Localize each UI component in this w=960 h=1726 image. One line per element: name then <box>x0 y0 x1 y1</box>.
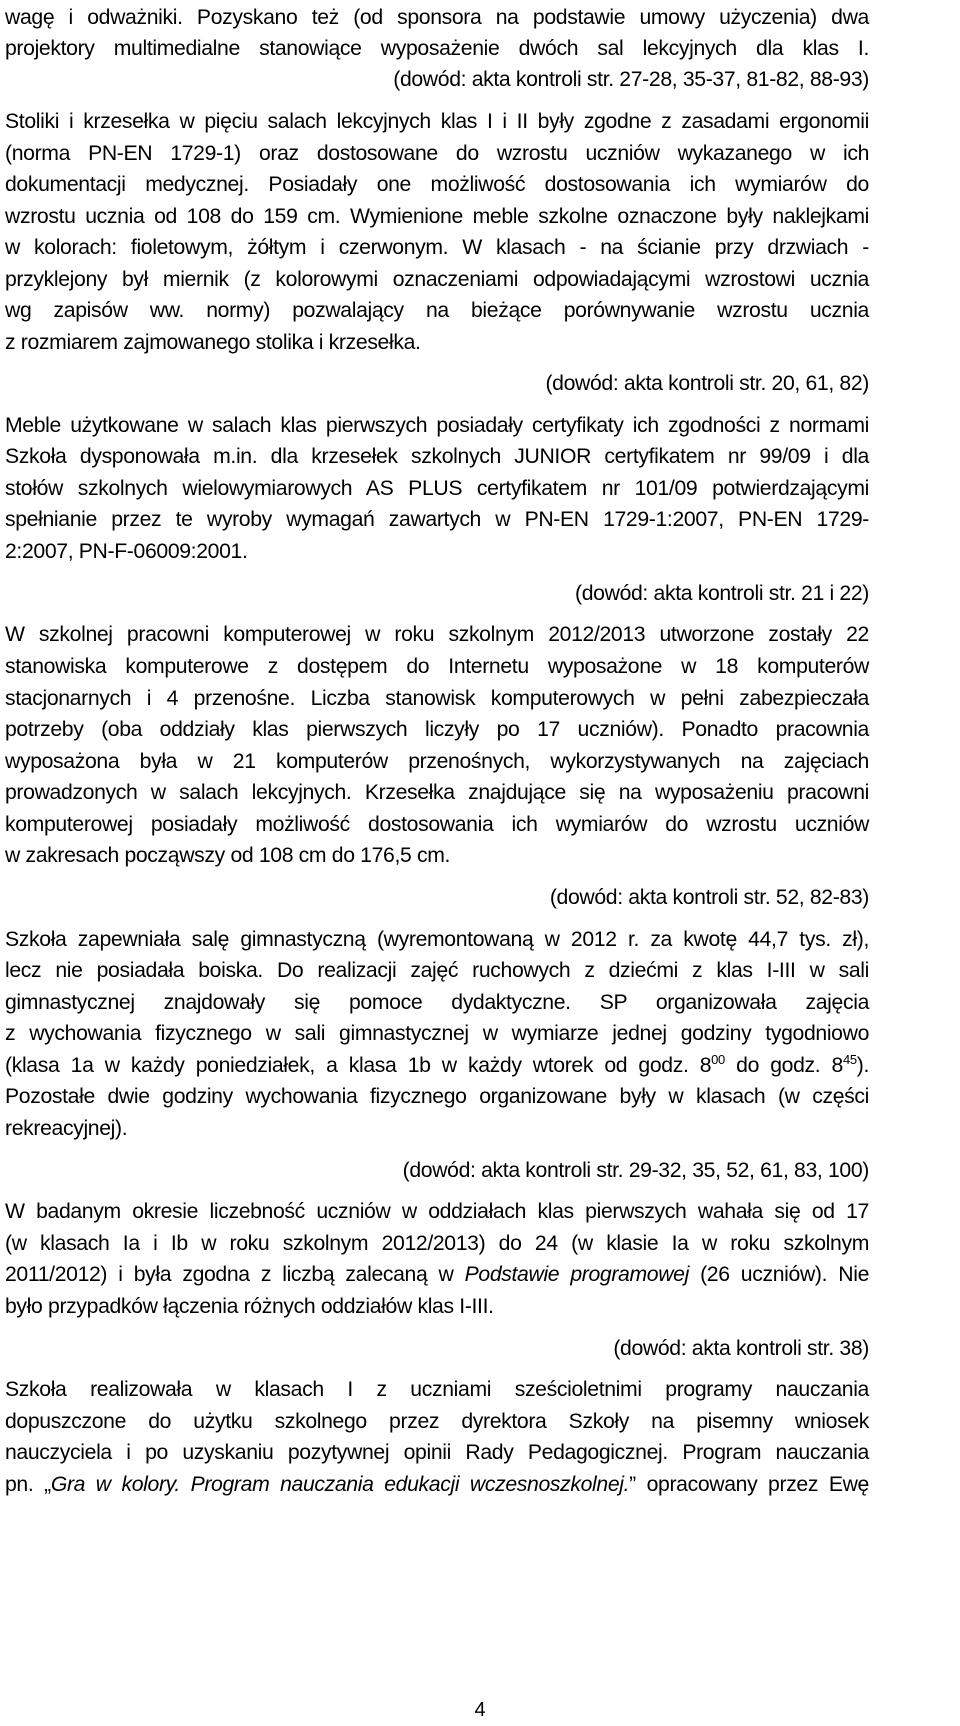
text-line: lecz nie posiadała boiska. Do realizacji zajęć ruchowych z dziećmi z klas I-III w sali <box>5 959 869 982</box>
text-line-with-superscripts <box>5 1048 869 1083</box>
text-line: W szkolnej pracowni komputerowej w roku szkolnym 2012/2013 utworzone zostały 22 <box>5 623 869 646</box>
text-line: Szkoła realizowała w klasach I z uczniami sześcioletnimi programy nauczania <box>5 1378 869 1401</box>
text-line: spełnianie przez te wyroby wymagań zawartych w PN-EN 1729-1:2007, PN-EN 1729- <box>5 508 869 531</box>
text-line: Szkoła dysponowała m.in. dla krzesełek szkolnych JUNIOR certyfikatem nr 99/09 i dla <box>5 445 869 468</box>
text-segment: do godz. 8 <box>724 1054 843 1077</box>
text-line: nauczyciela i po uzyskaniu pozytywnej opinii Rady Pedagogicznej. Program nauczania <box>5 1441 869 1464</box>
text-segment: pn. „ <box>5 1473 51 1496</box>
text-line: Szkoła zapewniała salę gimnastyczną (wyremontowaną w 2012 r. za kwotę 44,7 tys. zł), <box>5 928 869 951</box>
text-line: w kolorach: fioletowym, żółtym i czerwonym. W klasach - na ścianie przy drzwiach - <box>5 236 869 259</box>
text-line: przyklejony był miernik (z kolorowymi oznaczeniami odpowiadającymi wzrostowi ucznia <box>5 268 869 291</box>
text-line: projektory multimedialne stanowiące wyposażenie dwóch sal lekcyjnych dla klas I. <box>5 37 869 60</box>
evidence-reference: (dowód: akta kontroli str. 29-32, 35, 52, 61, 83, 100) <box>402 1159 869 1182</box>
italic-title: Gra w kolory. Program nauczania edukacji wczesnoszkolnej. <box>50 1473 630 1496</box>
text-segment: (26 uczniów). Nie <box>688 1263 870 1286</box>
text-line: z rozmiarem zajmowanego stolika i krzesełka. <box>5 331 421 354</box>
superscript: 45 <box>842 1052 857 1067</box>
text-segment: ). <box>856 1054 869 1077</box>
text-line: Pozostałe dwie godziny wychowania fizycznego organizowane były w klasach (w części <box>5 1085 869 1108</box>
text-segment: (klasa 1a w każdy poniedziałek, a klasa 1b w każdy wtorek od godz. 8 <box>5 1054 712 1077</box>
text-line: gimnastycznej znajdowały się pomoce dydaktyczne. SP organizowała zajęcia <box>5 991 869 1014</box>
text-line-with-italic <box>5 1257 869 1292</box>
evidence-reference: (dowód: akta kontroli str. 21 i 22) <box>575 582 869 605</box>
text-segment: ” opracowany przez Ewę <box>629 1473 869 1496</box>
text-line: potrzeby (oba oddziały klas pierwszych liczyły po 17 uczniów). Ponadto pracownia <box>5 718 869 741</box>
text-line: W badanym okresie liczebność uczniów w oddziałach klas pierwszych wahała się od 17 <box>5 1200 869 1223</box>
text-line: wagę i odważniki. Pozyskano też (od sponsora na podstawie umowy użyczenia) dwa <box>5 6 869 29</box>
text-line: wg zapisów ww. normy) pozwalający na bieżące porównywanie wzrostu ucznia <box>5 299 869 322</box>
text-segment: 2011/2012) i była zgodna z liczbą zalecaną w <box>5 1263 465 1286</box>
text-line-with-italic <box>5 1467 869 1502</box>
text-line: rekreacyjnej). <box>5 1117 128 1140</box>
text-line: wzrostu ucznia od 108 do 159 cm. Wymienione meble szkolne oznaczone były naklejkami <box>5 205 869 228</box>
text-line: komputerowej posiadały możliwość dostosowania ich wymiarów do wzrostu uczniów <box>5 813 869 836</box>
text-line: (w klasach Ia i Ib w roku szkolnym 2012/2013) do 24 (w klasie Ia w roku szkolnym <box>5 1232 869 1255</box>
evidence-reference: (dowód: akta kontroli str. 27-28, 35-37, 81-82, 88-93) <box>393 68 869 91</box>
superscript: 00 <box>711 1052 725 1067</box>
text-line: stacjonarnych i 4 przenośne. Liczba stanowisk komputerowych w pełni zabezpieczała <box>5 687 869 710</box>
text-line: dokumentacji medycznej. Posiadały one możliwość dostosowania ich wymiarów do <box>5 173 869 196</box>
text-line: w zakresach począwszy od 108 cm do 176,5 cm. <box>5 844 451 867</box>
evidence-reference: (dowód: akta kontroli str. 52, 82-83) <box>549 886 869 909</box>
page-number: 4 <box>474 1699 486 1721</box>
text-line: Stoliki i krzesełka w pięciu salach lekcyjnych klas I i II były zgodne z zasadami ergonomii <box>5 110 869 133</box>
text-line: (norma PN-EN 1729-1) oraz dostosowane do wzrostu uczniów wykazanego w ich <box>5 142 869 165</box>
text-line: było przypadków łączenia różnych oddziałów klas I-III. <box>5 1295 494 1318</box>
evidence-reference: (dowód: akta kontroli str. 20, 61, 82) <box>545 372 869 395</box>
text-line: dopuszczone do użytku szkolnego przez dyrektora Szkoły na pisemny wniosek <box>5 1410 869 1433</box>
text-line: prowadzonych w salach lekcyjnych. Krzesełka znajdujące się na wyposażeniu pracowni <box>5 781 869 804</box>
evidence-reference: (dowód: akta kontroli str. 38) <box>613 1337 869 1360</box>
text-line: 2:2007, PN-F-06009:2001. <box>5 540 248 563</box>
text-line: stanowiska komputerowe z dostępem do Internetu wyposażone w 18 komputerów <box>5 655 869 678</box>
text-line: Meble użytkowane w salach klas pierwszych posiadały certyfikaty ich zgodności z normami <box>5 414 869 437</box>
text-line: stołów szkolnych wielowymiarowych AS PLUS certyfikatem nr 101/09 potwierdzającymi <box>5 477 869 500</box>
text-line: z wychowania fizycznego w sali gimnastycznej w wymiarze jednej godziny tygodniowo <box>5 1022 869 1045</box>
italic-title: Podstawie programowej <box>464 1263 689 1286</box>
text-line: wyposażona była w 21 komputerów przenośnych, wykorzystywanych na zajęciach <box>5 750 869 773</box>
